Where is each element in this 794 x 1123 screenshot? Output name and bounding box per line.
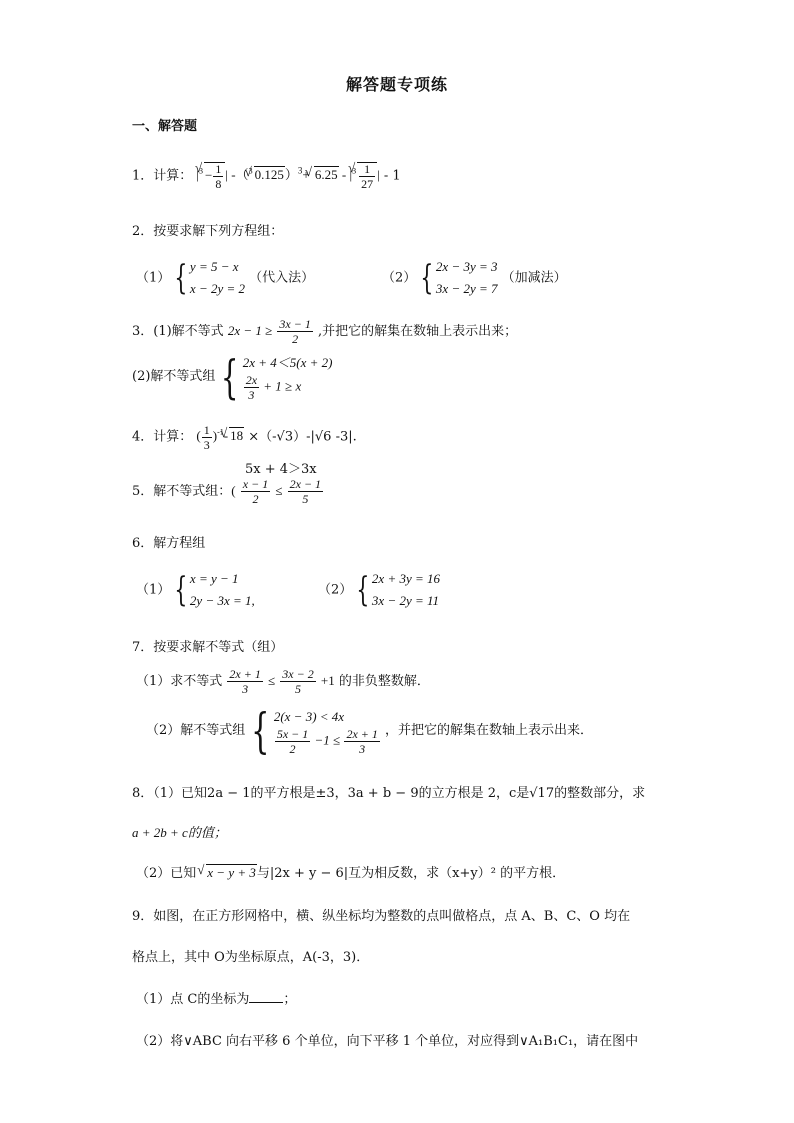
q9-p1: （1）点 C的坐标为	[136, 992, 250, 1007]
q9-part1	[136, 988, 296, 1007]
q2-stem: 2．按要求解下列方程组：	[132, 224, 284, 239]
q7-p1-prefix: （1）求不等式	[136, 674, 223, 689]
q2-p2-label: （2）	[382, 270, 417, 286]
q8-line1: 8．（1）已知2a − 1的平方根是±3，3a + b − 9的立方根是 2，c是√17的整数部分，求	[132, 786, 646, 801]
brace-icon: {	[356, 570, 370, 610]
q1-expression: $|^3√$ − $\frac{1}{8}$ | -（$^3$√ 0.125）$^3$+ √ $6.25 - |^3$ √ $\frac{1}{27}$ |	[196, 167, 379, 182]
q7-part2: （2）解不等式组 { 2(x − 3) < 4x $\frac{5x - 1}{2}$ −1 ≤ $\frac{2x + 1}{3}$ ，并把它的解集在数轴上表示出来．	[146, 702, 594, 759]
q8-p2-prefix: （2）已知	[136, 866, 197, 881]
q6-part2	[318, 568, 440, 612]
q3-part1: 3．(1)解不等式 2x − 1 ≥ $\frac{3x - 1}{2}$ ,并把它的解集在数轴上表示出来；	[132, 317, 518, 346]
page-title: 解答题专项练	[345, 75, 448, 94]
q2-p1-eq1: y = 5 − x	[189, 259, 239, 274]
brace-icon: {	[174, 258, 188, 298]
brace-icon: {	[221, 349, 239, 404]
q1-rest: - 1	[383, 168, 401, 184]
q2-part1	[136, 256, 314, 300]
q3-part2: (2)解不等式组 { 2x + 4＜5(x + 2) $\frac{2x}{3}$ + 1 ≥ x	[132, 349, 333, 404]
q4-prefix: 4．计算：	[132, 429, 193, 445]
q8-p2-mid: 与|2x + y − 6|互为相反数，求（x+y）² 的平方根．	[256, 866, 566, 881]
brace-icon: {	[251, 702, 270, 759]
q2-part2	[382, 256, 567, 300]
q6-p1-label: （1）	[136, 582, 171, 598]
q6-part1	[136, 568, 255, 612]
section-heading: 一、解答题	[132, 119, 198, 134]
q1-prefix: 1．计算：	[132, 168, 193, 184]
q2-p1-method: （代入法）	[249, 270, 315, 286]
q7-stem: 7．按要求解不等式（组）	[132, 640, 284, 655]
q2-p2-eq1: 2x − 3y = 3	[435, 259, 498, 274]
q6-p2-eq1: 2x + 3y = 16	[371, 571, 441, 586]
q7-p2-suffix: ，并把它的解集在数轴上表示出来．	[385, 723, 594, 738]
q2-p2-method: （加减法）	[501, 270, 567, 286]
q2-p1-eq2: x − 2y = 2	[189, 281, 246, 296]
q7-p2-prefix: （2）解不等式组	[146, 723, 246, 738]
q6-stem: 6．解方程组	[132, 536, 206, 551]
q6-p2-eq2: 3x − 2y = 11	[371, 593, 440, 608]
q9-line2: 格点上，其中 O为坐标原点，A(-3，3)．	[132, 950, 370, 965]
q2-p2-eq2: 3x − 2y = 7	[435, 281, 498, 296]
q9-p1-end: ；	[283, 992, 297, 1007]
q7-p2-ineq1: 2(x − 3) < 4x	[273, 709, 345, 724]
question-5: 5．解不等式组：( $\frac{x - 1}{2}$ ≤ $\frac{2x - 1}{5}$	[132, 477, 322, 506]
q7-part1: （1）求不等式 $\frac{2x + 1}{3}$ ≤ $\frac{3x - 2}{5}$ +1 的非负整数解．	[136, 667, 430, 696]
q3-p2-ineq1: 2x + 4＜5(x + 2)	[242, 355, 333, 370]
q5-ineq1: 5x + 4＞3x	[245, 462, 317, 477]
q5-prefix: 5．解不等式组：	[132, 484, 232, 499]
brace-icon: {	[174, 570, 188, 610]
q3-p2-prefix: (2)解不等式组	[132, 369, 216, 384]
q8-part2: （2）已知√ x − y + 3与|2x + y − 6|互为相反数，求（x+y）² 的平方根．	[136, 862, 565, 881]
q3-p1-fraction: $\frac{3x - 1}{2}$	[279, 317, 311, 346]
q6-p2-label: （2）	[318, 582, 353, 598]
q8-line2: a + 2b + c的值；	[132, 825, 227, 840]
question-4: 4．计算： ( $\frac{1}{3}$ )$^{-1}$-√ 18 ×（-√3）-|√6 -3|.	[132, 424, 357, 451]
q3-p1-prefix: 3．(1)解不等式	[132, 324, 224, 339]
q3-p1-suffix: ,并把它的解集在数轴上表示出来；	[317, 324, 518, 339]
q2-p1-label: （1）	[136, 270, 171, 286]
q9-line1: 9．如图，在正方形网格中，横、纵坐标均为整数的点叫做格点，点 A、B、C、O 均在	[132, 909, 631, 924]
q6-p1-eq2: 2y − 3x = 1,	[189, 593, 255, 608]
q6-p1-eq1: x = y − 1	[189, 571, 239, 586]
brace-icon: {	[420, 258, 434, 298]
answer-blank	[249, 990, 283, 1003]
q4-rest: ×（-√3）-|√6 -3|.	[248, 429, 357, 445]
q9-part2: （2）将∨ABC 向右平移 6 个单位，向下平移 1 个单位，对应得到∨A₁B₁C₁，请在图中	[136, 1034, 639, 1049]
question-1	[132, 162, 401, 190]
q7-p1-suffix: 的非负整数解．	[338, 674, 430, 689]
